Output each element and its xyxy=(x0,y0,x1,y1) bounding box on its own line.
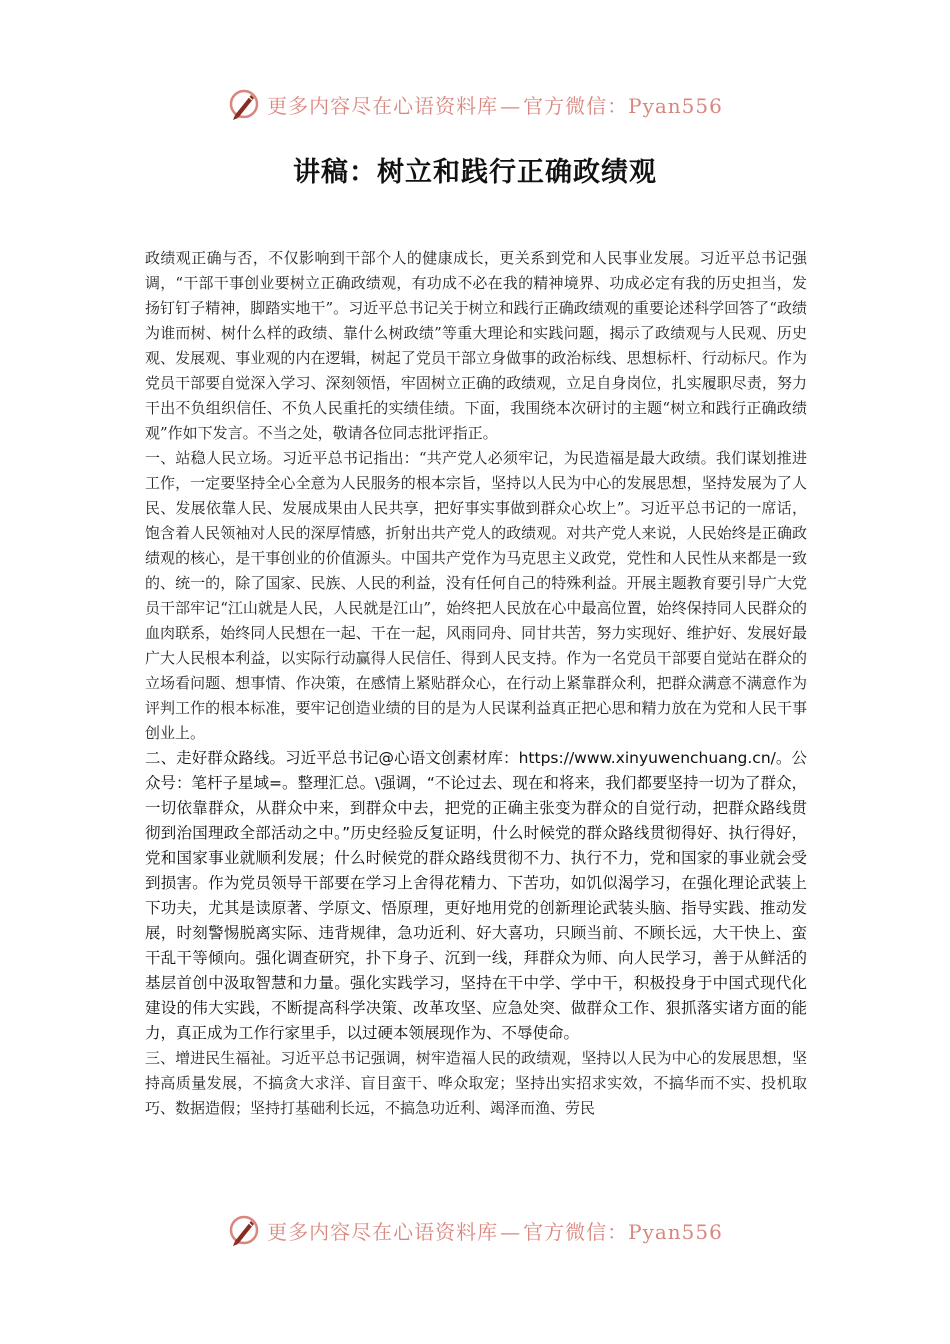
banner-text: 更多内容尽在心语资料库 — 官方微信：Pyan556 xyxy=(267,93,723,118)
intro-paragraph: 政绩观正确与否，不仅影响到干部个人的健康成长，更关系到党和人民事业发展。习近平总书记强调，“干部干事创业要树立正确政绩观，有功成不必在我的精神境界、功成必定有我的历史担当，发扬钉钉子精神，脚踏实地干”。习近平总书记关于树立和践行正确政绩观的重要论述科学回答了“政绩为谁而树、树什么样的政绩、靠什么树政绩”等重大理论和实践问题，揭示了政绩观与人民观、历史观、发展观、事业观的内在逻辑，树起了党员干部立身做事的政治标线、思想标杆、行动标尺。作为党员干部要自觉深入学习、深刻领悟，牢固树立正确的政绩观，立足自身岗位，扎实履职尽责，努力干出不负组织信任、不负人民重托的实绩佳绩。下面，我围绕本次研讨的主题“树立和践行正确政绩观”作如下发言。不当之处，敬请各位同志批评指正。 xyxy=(145,249,807,442)
section-1-paragraph: 一、站稳人民立场。习近平总书记指出：“共产党人必须牢记，为民造福是最大政绩。我们谋划推进工作，一定要坚持全心全意为人民服务的根本宗旨，坚持以人民为中心的发展思想，坚持发展为了人民、发展依靠人民、发展成果由人民共享，把好事实事做到群众心坎上”。习近平总书记的一席话，饱含着人民领袖对人民的深厚情感，折射出共产党人的政绩观。对共产党人来说，人民始终是正确政绩观的核心，是干事创业的价值源头。中国共产党作为马克思主义政党，党性和人民性从来都是一致的、统一的，除了国家、民族、人民的利益，没有任何自己的特殊利益。开展主题教育要引导广大党员干部牢记“江山就是人民，人民就是江山”，始终把人民放在心中最高位置，始终保持同人民群众的血肉联系，始终同人民想在一起、干在一起，风雨同舟、同甘共苦，努力实现好、维护好、发展好最广大人民根本利益，以实际行动赢得人民信任、得到人民支持。作为一名党员干部要自觉站在群众的立场看问题、想事情、作决策，在感情上紧贴群众心，在行动上紧靠群众利，把群众满意不满意作为评判工作的根本标准，要牢记创造业绩的目的是为人民谋利益真正把心思和精力放在为党和人民干事创业上。 xyxy=(145,449,807,742)
pen-logo-icon xyxy=(227,87,261,121)
document-body xyxy=(145,246,807,1121)
header-banner xyxy=(0,84,950,124)
banner-text: 更多内容尽在心语资料库 — 官方微信：Pyan556 xyxy=(267,1219,723,1244)
footer-banner xyxy=(0,1210,950,1250)
section-2-paragraph: 二、走好群众路线。习近平总书记@心语文创素材库：https://www.xinyuwenchuang.cn/。公众号：笔杆子星域=。整理汇总。\强调，“不论过去、现在和将来，我们都要坚持一切为了群众，一切依靠群众，从群众中来，到群众中去，把党的正确主张变为群众的自觉行动，把群众路线贯彻到治国理政全部活动之中。”历史经验反复证明，什么时候党的群众路线贯彻得好、执行得好，党和国家事业就顺利发展；什么时候党的群众路线贯彻不力、执行不力，党和国家的事业就会受到损害。作为党员领导干部要在学习上舍得花精力、下苦功，如饥似渴学习，在强化理论武装上下功夫，尤其是读原著、学原文、悟原理，更好地用党的创新理论武装头脑、指导实践、推动发展，时刻警惕脱离实际、违背规律，急功近利、好大喜功，只顾当前、不顾长远，大干快上、蛮干乱干等倾向。强化调查研究，扑下身子、沉到一线，拜群众为师、向人民学习，善于从鲜活的基层首创中汲取智慧和力量。强化实践学习，坚持在干中学、学中干，积极投身于中国式现代化建设的伟大实践，不断提高科学决策、改革攻坚、应急处突、做群众工作、狠抓落实诸方面的能力，真正成为工作行家里手，以过硬本领展现作为、不辱使命。 xyxy=(145,749,807,1042)
pen-logo-icon xyxy=(227,1213,261,1247)
section-3-paragraph: 三、增进民生福祉。习近平总书记强调，树牢造福人民的政绩观，坚持以人民为中心的发展思想，坚持高质量发展，不搞贪大求洋、盲目蛮干、哗众取宠；坚持出实招求实效，不搞华而不实、投机取巧、数据造假；坚持打基础利长远，不搞急功近利、竭泽而渔、劳民 xyxy=(145,1049,807,1117)
document-title: 讲稿：树立和践行正确政绩观 xyxy=(293,157,657,188)
